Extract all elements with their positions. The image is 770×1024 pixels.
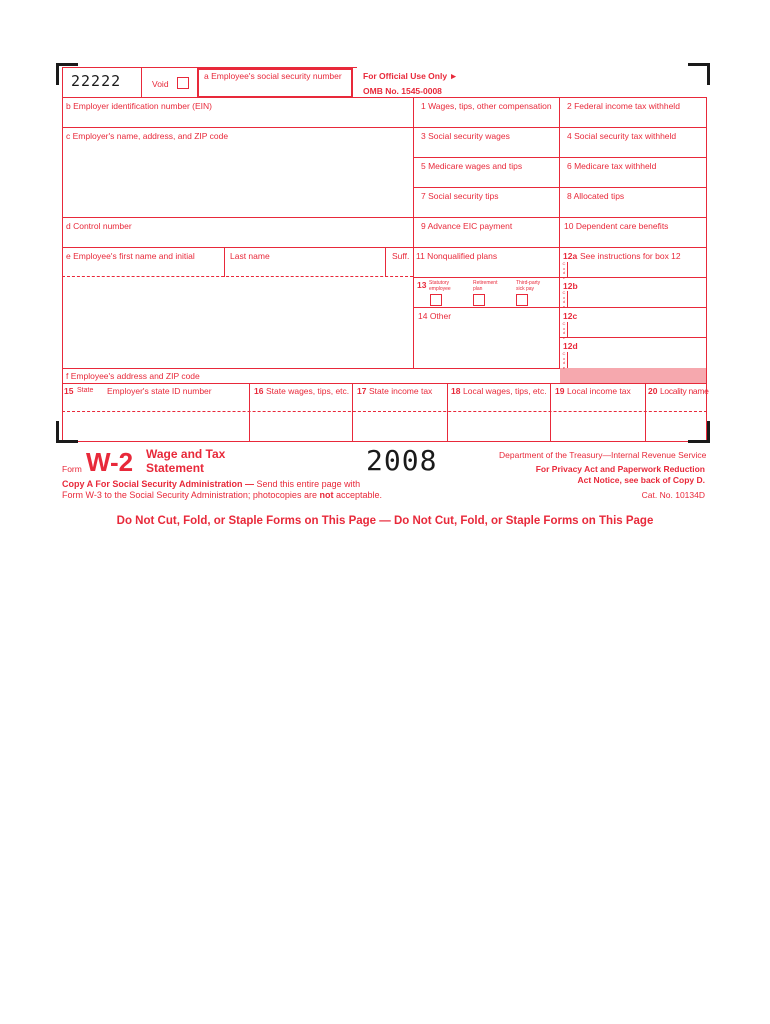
box-1-label: 1 Wages, tips, other compensation bbox=[421, 101, 552, 111]
form-title-line2: Statement bbox=[146, 461, 205, 475]
employer-address-field[interactable] bbox=[64, 141, 411, 216]
box-19-number: 19 bbox=[555, 386, 565, 396]
box-12a-text: See instructions for box 12 bbox=[580, 251, 681, 261]
tax-year: 2008 bbox=[366, 444, 438, 477]
box-9-label: 9 Advance EIC payment bbox=[421, 221, 513, 231]
box-12a-label: 12a bbox=[563, 251, 578, 261]
box-15-label: 15 bbox=[64, 386, 74, 396]
box-20-number: 20 bbox=[648, 386, 658, 396]
box-11-label: 11 Nonqualified plans bbox=[416, 251, 498, 261]
box-18-label: Local wages, tips, etc. bbox=[463, 386, 547, 396]
box-10-label: 10 Dependent care benefits bbox=[564, 221, 669, 231]
dashed-separator bbox=[62, 276, 413, 277]
box-4-label: 4 Social security tax withheld bbox=[567, 131, 677, 141]
box-e-last-label: Last name bbox=[230, 251, 270, 261]
form-name: W-2 bbox=[86, 447, 134, 477]
official-use-label: For Official Use Only ► bbox=[363, 71, 458, 81]
box-e-suffix-label: Suff. bbox=[392, 251, 410, 261]
shaded-cell bbox=[560, 368, 706, 383]
box-17-label: State income tax bbox=[369, 386, 433, 396]
do-not-cut-notice: Do Not Cut, Fold, or Staple Forms on This Page — Do Not Cut, Fold, or Staple Forms on This Page bbox=[116, 515, 654, 527]
retirement-plan-checkbox[interactable] bbox=[473, 294, 485, 306]
box-e-first-label: e Employee's first name and initial bbox=[66, 251, 195, 261]
form-left-border bbox=[62, 67, 63, 441]
code-label-12b: C o d e bbox=[562, 290, 566, 309]
box-12b-label: 12b bbox=[563, 281, 578, 291]
box-d-label: d Control number bbox=[66, 221, 132, 231]
box-14-label: 14 Other bbox=[418, 311, 452, 321]
corner-mark bbox=[688, 63, 710, 85]
box-18-number: 18 bbox=[451, 386, 461, 396]
corner-mark bbox=[688, 421, 710, 443]
form-bottom-border bbox=[62, 441, 707, 442]
box-b-label: b Employer identification number (EIN) bbox=[66, 101, 212, 111]
catalog-number: Cat. No. 10134D bbox=[641, 490, 705, 500]
box-a-label: a Employee's social security number bbox=[204, 71, 342, 81]
box-3-label: 3 Social security wages bbox=[421, 131, 510, 141]
box-13-label: 13 bbox=[417, 280, 427, 290]
form-label: Form bbox=[62, 464, 82, 474]
box-12c-label: 12c bbox=[563, 311, 578, 321]
control-number-field[interactable] bbox=[64, 231, 411, 246]
third-party-sick-pay-checkbox[interactable] bbox=[516, 294, 528, 306]
box-7-label: 7 Social security tips bbox=[421, 191, 499, 201]
omb-number: OMB No. 1545-0008 bbox=[363, 86, 442, 96]
box-6-label: 6 Medicare tax withheld bbox=[567, 161, 657, 171]
code-label-12c: C o d e bbox=[562, 321, 566, 340]
retirement-plan-label: Retirement plan bbox=[473, 280, 498, 292]
box-f-label: f Employee's address and ZIP code bbox=[66, 371, 200, 381]
privacy-line2: Act Notice, see back of Copy D. bbox=[577, 475, 705, 485]
box-19-label: Local income tax bbox=[567, 386, 631, 396]
box-8-label: 8 Allocated tips bbox=[567, 191, 625, 201]
box-15-id-label: Employer's state ID number bbox=[107, 386, 212, 396]
third-party-sick-pay-label: Third-party sick pay bbox=[516, 280, 541, 292]
statutory-employee-checkbox[interactable] bbox=[430, 294, 442, 306]
box-5-label: 5 Medicare wages and tips bbox=[421, 161, 523, 171]
void-label: Void bbox=[152, 79, 169, 89]
box-2-label: 2 Federal income tax withheld bbox=[567, 101, 680, 111]
box-12d-label: 12d bbox=[563, 341, 578, 351]
box-17-number: 17 bbox=[357, 386, 367, 396]
box-c-label: c Employer's name, address, and ZIP code bbox=[66, 131, 229, 141]
ein-field[interactable] bbox=[64, 111, 411, 126]
statutory-employee-label: Statutory employee bbox=[429, 280, 451, 292]
box-20-label: Locality name bbox=[660, 386, 709, 396]
copy-a-line2: Form W-3 to the Social Security Administration; photocopies are not acceptable. bbox=[62, 490, 382, 500]
form-title-line1: Wage and Tax bbox=[146, 447, 226, 461]
code-label-12a: C o d e bbox=[562, 261, 566, 280]
form-code: 22222 bbox=[71, 72, 122, 90]
corner-mark bbox=[56, 421, 78, 443]
box-16-number: 16 bbox=[254, 386, 264, 396]
void-checkbox[interactable] bbox=[177, 77, 189, 89]
employee-address-field[interactable] bbox=[64, 279, 411, 367]
code-label-12d: C o d e bbox=[562, 351, 566, 370]
box-15-state-label: State bbox=[77, 387, 94, 394]
copy-a-line1: Copy A For Social Security Administration — Send this entire page with bbox=[62, 479, 361, 489]
privacy-line1: For Privacy Act and Paperwork Reduction bbox=[535, 464, 705, 474]
box-16-label: State wages, tips, etc. bbox=[266, 386, 350, 396]
dept-treasury: Department of the Treasury—Internal Revenue Service bbox=[499, 450, 707, 460]
